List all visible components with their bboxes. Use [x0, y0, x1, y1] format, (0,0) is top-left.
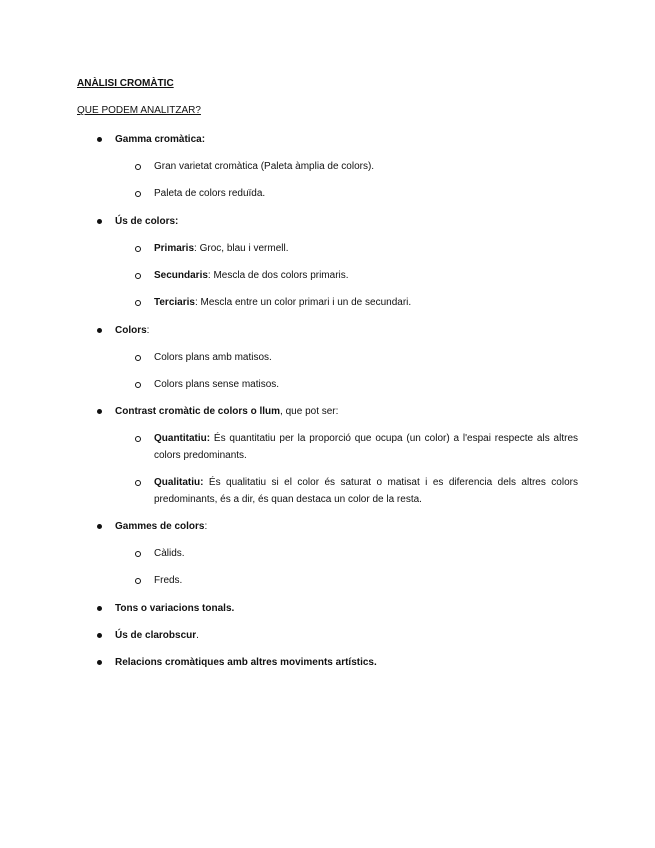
sub-list-item — [154, 267, 578, 284]
sub-list-item: Colors plans sense matisos. — [154, 379, 280, 390]
item-term: Terciaris — [154, 297, 195, 308]
sub-list-item: Freds. — [154, 575, 183, 586]
item-text: : Mescla de dos colors primaris. — [207, 270, 349, 281]
bullet-circle — [135, 430, 141, 448]
item-suffix: : — [146, 325, 150, 336]
item-text: És qualitatiu si el color és saturat o matisat i es diferencia dels altres colors predominants, és a dir, és quan destaca un color de la resta. — [154, 477, 578, 505]
item-label: Ús de clarobscur — [115, 630, 197, 641]
bullet-circle — [135, 267, 141, 285]
document-title: ANÀLISI CROMÀTIC — [77, 78, 174, 89]
item-text: : Mescla entre un color primari i un de secundari. — [194, 297, 412, 308]
item-suffix: , que pot ser: — [280, 406, 339, 417]
list-item-colors — [115, 322, 595, 339]
bullet-disc — [97, 322, 102, 339]
item-term: Qualitatiu: — [154, 477, 204, 488]
bullet-circle — [135, 376, 141, 394]
item-term: Primaris — [154, 243, 195, 254]
bullet-disc — [97, 131, 102, 148]
item-text: : Groc, blau i vermell. — [194, 243, 289, 254]
sub-list-item: Càlids. — [154, 548, 185, 559]
list-item-contrast — [115, 403, 595, 420]
list-item-gamma — [115, 131, 595, 148]
item-label: Relacions cromàtiques amb altres moviments artístics. — [115, 657, 377, 668]
item-label: Colors — [115, 325, 147, 336]
bullet-circle — [135, 185, 141, 203]
bullet-disc — [97, 518, 102, 535]
sub-list-item — [154, 240, 578, 257]
sub-list-item — [154, 430, 578, 464]
sub-list-item: Paleta de colors reduïda. — [154, 188, 266, 199]
item-label: Tons o variacions tonals. — [115, 603, 235, 614]
bullet-circle — [135, 294, 141, 312]
document-subtitle: QUE PODEM ANALITZAR? — [77, 105, 201, 116]
item-label: Gamma cromàtica: — [115, 134, 206, 145]
item-term: Quantitatiu: — [154, 433, 211, 444]
item-text: És quantitatiu per la proporció que ocupa (un color) a l'espai respecte als altres colors predominants. — [154, 433, 578, 461]
bullet-circle — [135, 572, 141, 590]
sub-list-item: Gran varietat cromàtica (Paleta àmplia de colors). — [154, 161, 375, 172]
sub-list-item — [154, 474, 578, 508]
sub-list-item: Colors plans amb matisos. — [154, 352, 272, 363]
item-suffix: : — [204, 521, 208, 532]
list-item-us-colors — [115, 213, 595, 230]
bullet-circle — [135, 158, 141, 176]
bullet-circle — [135, 240, 141, 258]
bullet-circle — [135, 474, 141, 492]
list-item-clarobscur — [115, 627, 595, 644]
item-label: Gammes de colors — [115, 521, 205, 532]
bullet-disc — [97, 213, 102, 230]
list-item-relacions — [115, 654, 595, 671]
sub-list-item — [154, 294, 578, 311]
bullet-disc — [97, 654, 102, 671]
list-item-tons — [115, 600, 595, 617]
bullet-disc — [97, 627, 102, 644]
bullet-circle — [135, 545, 141, 563]
item-label: Ús de colors: — [115, 216, 179, 227]
item-suffix: . — [196, 630, 199, 641]
bullet-circle — [135, 349, 141, 367]
bullet-disc — [97, 600, 102, 617]
list-item-gammes — [115, 518, 595, 535]
bullet-disc — [97, 403, 102, 420]
item-label: Contrast cromàtic de colors o llum — [115, 406, 281, 417]
item-term: Secundaris — [154, 270, 208, 281]
